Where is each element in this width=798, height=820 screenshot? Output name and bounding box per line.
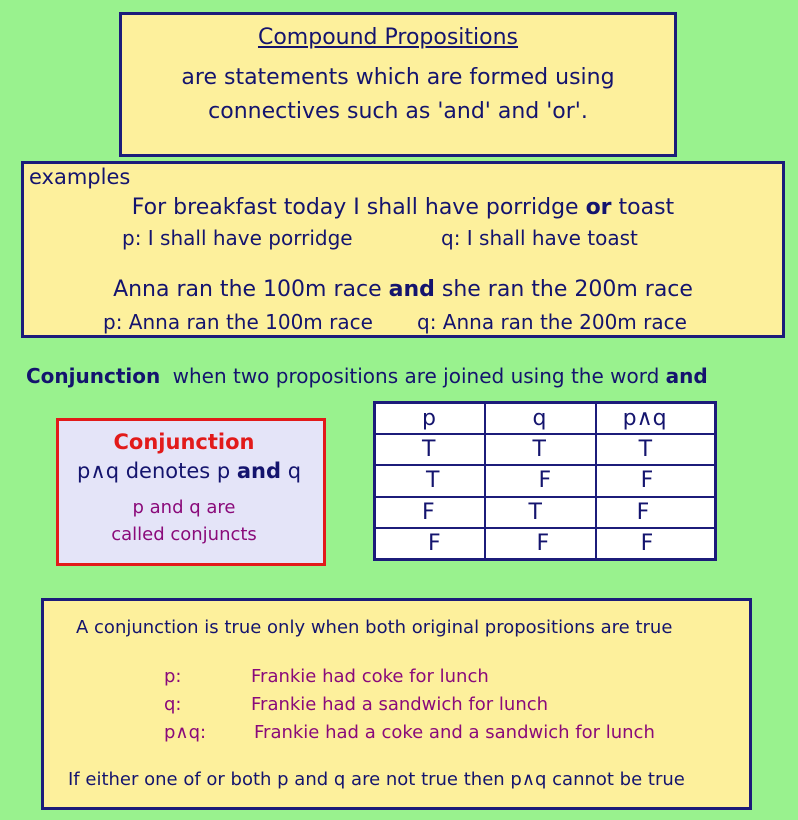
rule-example-label: p: bbox=[164, 666, 182, 687]
truth-table-row bbox=[375, 465, 716, 496]
example-2-post: she ran the 200m race bbox=[434, 277, 693, 302]
definition-box bbox=[56, 418, 326, 566]
title-line-1: are statements which are formed using bbox=[181, 65, 615, 90]
example-2-p: p: Anna ran the 100m race bbox=[103, 310, 373, 334]
rule-example-text: Frankie had coke for lunch bbox=[251, 666, 489, 687]
truth-table-cell: F bbox=[485, 465, 595, 496]
definition-line bbox=[77, 459, 301, 483]
truth-table-row bbox=[375, 528, 716, 560]
example-1-q: q: I shall have toast bbox=[441, 226, 638, 250]
example-1-pre: For breakfast today I shall have porridge bbox=[131, 195, 586, 220]
definition-line-bold: and bbox=[236, 459, 282, 483]
truth-table-row bbox=[375, 497, 716, 528]
conjunction-word: and bbox=[665, 364, 708, 388]
title-box bbox=[119, 12, 677, 157]
conjunction-text: when two propositions are joined using the word bbox=[172, 364, 666, 388]
conjunction-heading-line bbox=[26, 364, 708, 388]
rule-intro: A conjunction is true only when both original propositions are true bbox=[76, 617, 673, 638]
rule-example-label: p∧q: bbox=[164, 722, 207, 743]
truth-table-cell: F bbox=[596, 528, 716, 560]
truth-table-cell: F bbox=[375, 528, 486, 560]
truth-table-cell: T bbox=[596, 434, 716, 465]
example-1-connective: or bbox=[585, 195, 612, 220]
truth-table-cell: T bbox=[485, 434, 595, 465]
definition-line-post: q bbox=[281, 459, 302, 483]
truth-table-header-pq: p∧q bbox=[596, 403, 716, 435]
truth-table-cell: T bbox=[375, 434, 486, 465]
example-1-p: p: I shall have porridge bbox=[122, 226, 353, 250]
rule-example-text: Frankie had a coke and a sandwich for lunch bbox=[254, 722, 655, 743]
rule-example-text: Frankie had a sandwich for lunch bbox=[251, 694, 549, 715]
rule-box bbox=[41, 598, 752, 810]
example-2-pre: Anna ran the 100m race bbox=[113, 277, 389, 302]
truth-table-cell: F bbox=[596, 497, 716, 528]
rule-conclusion: If either one of or both p and q are not true then p∧q cannot be true bbox=[68, 769, 685, 790]
example-2-sentence bbox=[24, 277, 782, 302]
definition-note-1: p and q are bbox=[132, 497, 236, 518]
rule-example-label: q: bbox=[164, 694, 182, 715]
example-2-q: q: Anna ran the 200m race bbox=[417, 310, 687, 334]
truth-table-cell: T bbox=[485, 497, 595, 528]
examples-label: examples bbox=[29, 165, 131, 189]
truth-table-cell: F bbox=[485, 528, 595, 560]
title-heading: Compound Propositions bbox=[257, 25, 519, 50]
truth-table-header-q: q bbox=[485, 403, 595, 435]
definition-title: Conjunction bbox=[113, 430, 255, 454]
conjunction-term: Conjunction bbox=[26, 364, 161, 388]
example-1-post: toast bbox=[611, 195, 675, 220]
examples-box bbox=[21, 161, 785, 338]
example-2-connective: and bbox=[388, 277, 435, 302]
truth-table-cell: F bbox=[596, 465, 716, 496]
truth-table-cell: T bbox=[375, 465, 486, 496]
truth-table bbox=[373, 401, 717, 561]
truth-table-header-row bbox=[375, 403, 716, 435]
title-line-2: connectives such as 'and' and 'or'. bbox=[208, 99, 588, 124]
truth-table-cell: F bbox=[375, 497, 486, 528]
definition-note-2: called conjuncts bbox=[111, 524, 257, 545]
truth-table-row bbox=[375, 434, 716, 465]
definition-line-pre: p∧q denotes p bbox=[77, 459, 237, 483]
truth-table-header-p: p bbox=[375, 403, 486, 435]
example-1-sentence bbox=[24, 195, 782, 220]
